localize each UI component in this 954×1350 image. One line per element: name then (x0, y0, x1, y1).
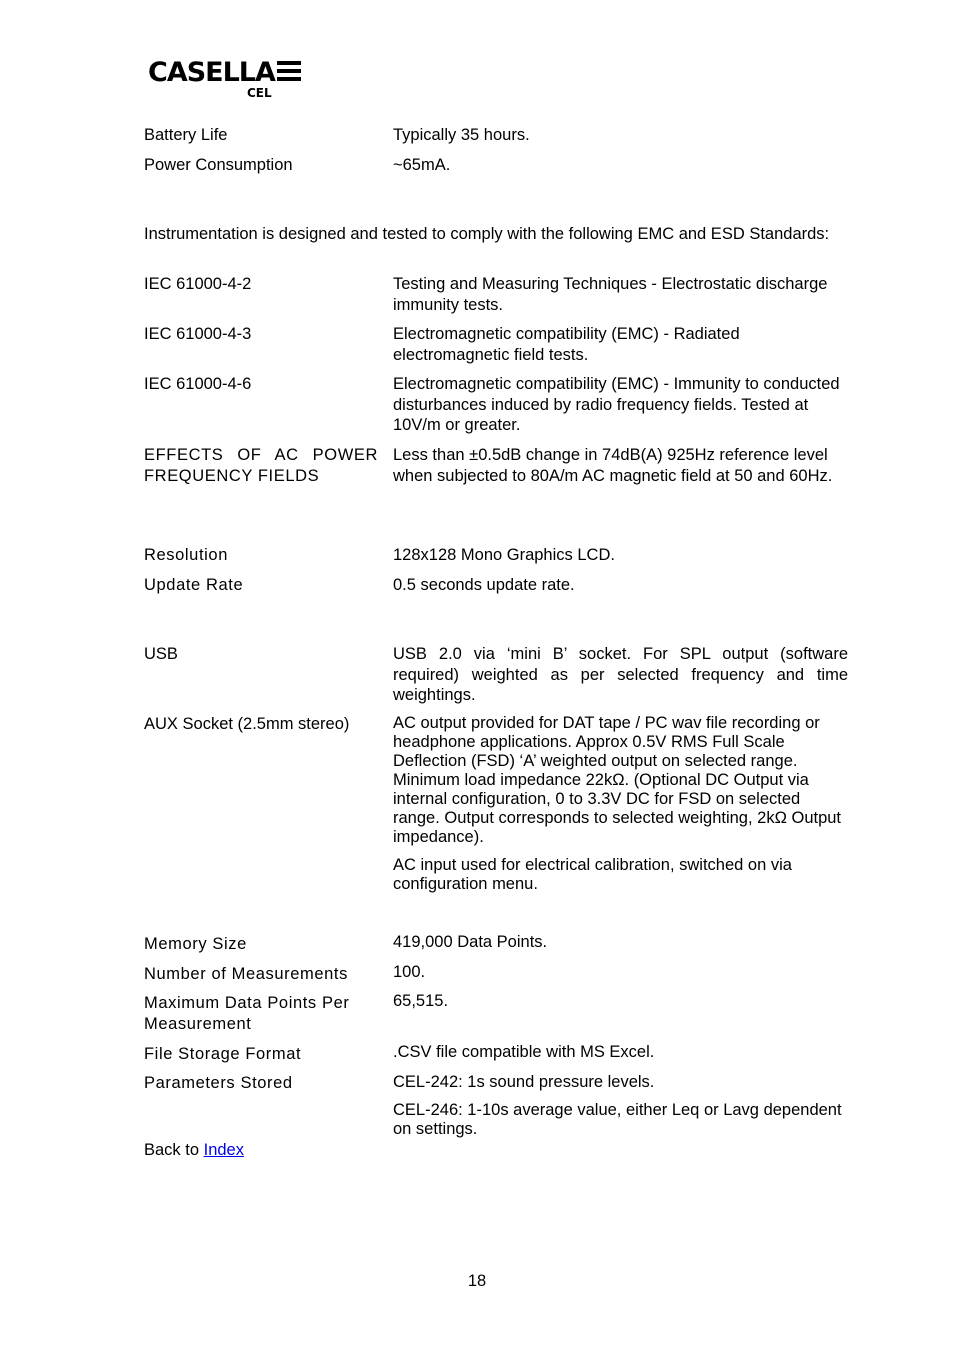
spec-label: IEC 61000-4-3 (144, 325, 252, 343)
spec-label: Parameters Stored (144, 1074, 293, 1092)
index-link[interactable]: Index (203, 1141, 244, 1159)
spec-value: 65,515. (393, 992, 449, 1010)
spec-value: ~65mA. (393, 156, 451, 174)
spec-label: Battery Life (144, 126, 228, 144)
spec-label: USB (144, 645, 178, 663)
logo-bars-icon (277, 61, 301, 83)
spec-label: File Storage Format (144, 1045, 302, 1063)
page-number: 18 (467, 1272, 487, 1290)
spec-value: USB 2.0 via ‘mini B’ socket. For SPL output (software required) weighted as per selected frequency and time weightings. (393, 645, 848, 704)
spec-value: Electromagnetic compatibility (EMC) - Radiated electromagnetic field tests. (393, 325, 740, 364)
spec-value: 100. (393, 963, 426, 981)
spec-value: Electromagnetic compatibility (EMC) - Immunity to conducted disturbances induced by radio frequency fields. Tested at 10V/m or greater. (393, 375, 840, 434)
spec-label: Power Consumption (144, 156, 293, 174)
logo-subtitle: CEL (247, 86, 272, 100)
spec-label: Update Rate (144, 576, 244, 594)
spec-value: CEL-246: 1-10s average value, either Leq or Lavg dependent on settings. (393, 1101, 842, 1138)
back-to-index (144, 1140, 848, 1160)
spec-label: Resolution (144, 546, 228, 564)
spec-value: AC output provided for DAT tape / PC wav file recording or headphone applications. Approx 0.5V RMS Full Scale Deflection (FSD) ‘A’ weighted output on selected range. Minimum load impedance 22kΩ. (Optional DC Output via internal configuration, 0 to 3.3V DC for FSD on selected range. Output corresponds to selected weighting, 2kΩ Output impedance). (393, 714, 842, 846)
emc-intro: Instrumentation is designed and tested to comply with the following EMC and ESD Standards: (144, 225, 830, 243)
spec-label: Memory Size (144, 935, 247, 953)
spec-value: 0.5 seconds update rate. (393, 576, 575, 594)
spec-value: CEL-242: 1s sound pressure levels. (393, 1073, 655, 1091)
logo-wordmark: CASELLA (148, 57, 275, 88)
spec-value: 419,000 Data Points. (393, 933, 548, 951)
spec-value: Testing and Measuring Techniques - Electrostatic discharge immunity tests. (393, 275, 828, 314)
back-text: Back to (144, 1141, 204, 1159)
spec-label: EFFECTS OF AC POWER FREQUENCY FIELDS (144, 446, 378, 485)
spec-value: 128x128 Mono Graphics LCD. (393, 546, 615, 564)
spec-value: Less than ±0.5dB change in 74dB(A) 925Hz reference level when subjected to 80A/m AC magnetic field at 50 and 60Hz. (393, 446, 833, 485)
spec-label: Number of Measurements (144, 965, 348, 983)
spec-label: IEC 61000-4-6 (144, 375, 252, 393)
spec-value: Typically 35 hours. (393, 126, 530, 144)
spec-label: AUX Socket (2.5mm stereo) (144, 715, 350, 733)
spec-label: IEC 61000-4-2 (144, 275, 252, 293)
spec-value: .CSV file compatible with MS Excel. (393, 1043, 655, 1061)
spec-label: Maximum Data Points Per Measurement (144, 994, 350, 1033)
casella-logo (148, 58, 308, 102)
spec-value: AC input used for electrical calibration, switched on via configuration menu. (393, 856, 792, 893)
